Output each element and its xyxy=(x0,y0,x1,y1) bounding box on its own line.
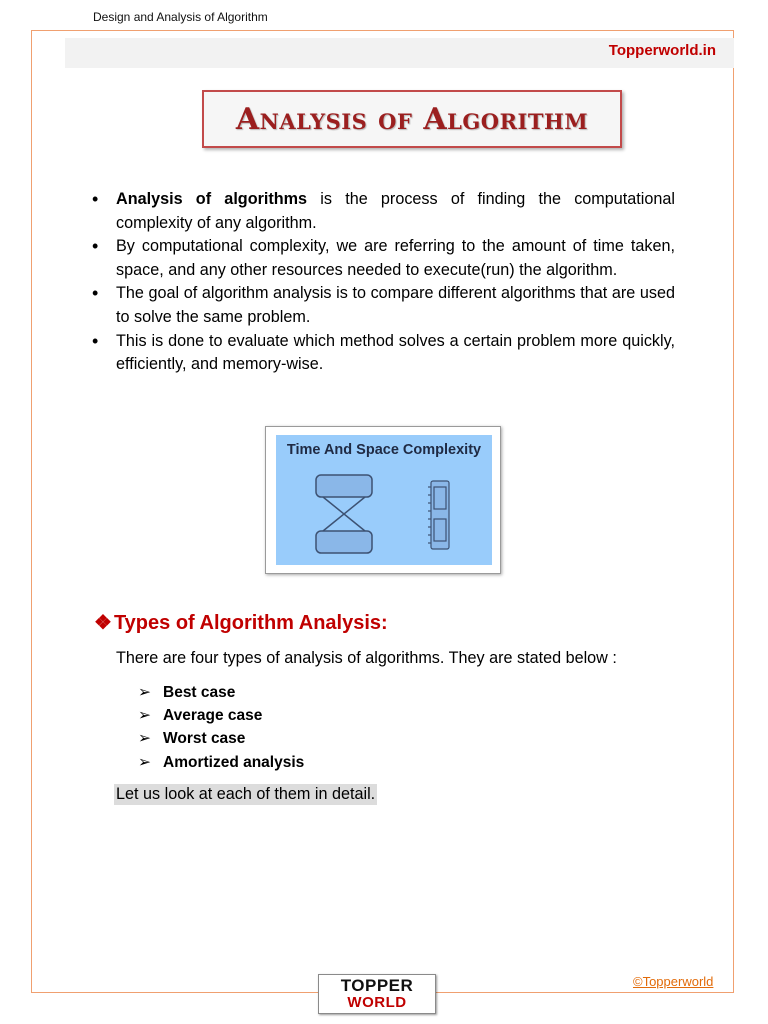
list-item: ➢ Best case xyxy=(138,681,304,704)
figure-title: Time And Space Complexity xyxy=(286,442,482,458)
copyright-link[interactable]: ©Topperworld xyxy=(633,974,714,989)
bullet-item xyxy=(90,282,675,329)
list-item: ➢ Worst case xyxy=(138,727,304,750)
closing-line: Let us look at each of them in detail. xyxy=(116,785,376,803)
title-box xyxy=(202,90,622,148)
section-intro: There are four types of analysis of algorithms. They are stated below : xyxy=(116,649,617,667)
figure-panel xyxy=(276,435,492,565)
figure-icons xyxy=(276,435,492,565)
bullet-item xyxy=(90,235,675,282)
bullet-text: By computational complexity, we are referring to the amount of time taken, space, and any other resources needed to execute(run) the algorithm. xyxy=(116,237,675,279)
bullet-bold: Analysis of algorithms xyxy=(116,190,308,208)
section-heading xyxy=(94,610,388,635)
complexity-figure xyxy=(265,426,501,574)
bullet-text: is the process of finding the computational complexity of any algorithm. xyxy=(116,190,675,232)
logo-bottom-text: WORLD xyxy=(347,994,407,1011)
logo-top-text: TOPPER xyxy=(340,976,414,995)
brand-bar xyxy=(65,38,734,68)
section-heading-text: Types of Algorithm Analysis: xyxy=(113,612,388,634)
bullet-text: This is done to evaluate which method solves a certain problem more quickly, efficiently, and memory-wise. xyxy=(116,331,675,374)
diamond-bullet-icon: ❖ xyxy=(94,612,112,634)
topperworld-logo xyxy=(318,974,436,1014)
bullet-item xyxy=(90,188,675,235)
hourglass-icon xyxy=(316,475,372,553)
list-item: ➢ Amortized analysis xyxy=(138,751,304,774)
bullet-text: The goal of algorithm analysis is to compare different algorithms that are used to solve the same problem. xyxy=(116,284,675,326)
list-item: ➢ Average case xyxy=(138,704,304,727)
brand-name[interactable]: Topperworld.in xyxy=(608,42,716,59)
page-title: Analysis of Algorithm xyxy=(235,101,589,137)
memory-chip-icon xyxy=(428,481,449,549)
definition-list xyxy=(90,188,675,377)
running-header: Design and Analysis of Algorithm xyxy=(93,10,268,24)
analysis-types-list xyxy=(138,681,304,774)
bullet-item xyxy=(90,330,675,377)
